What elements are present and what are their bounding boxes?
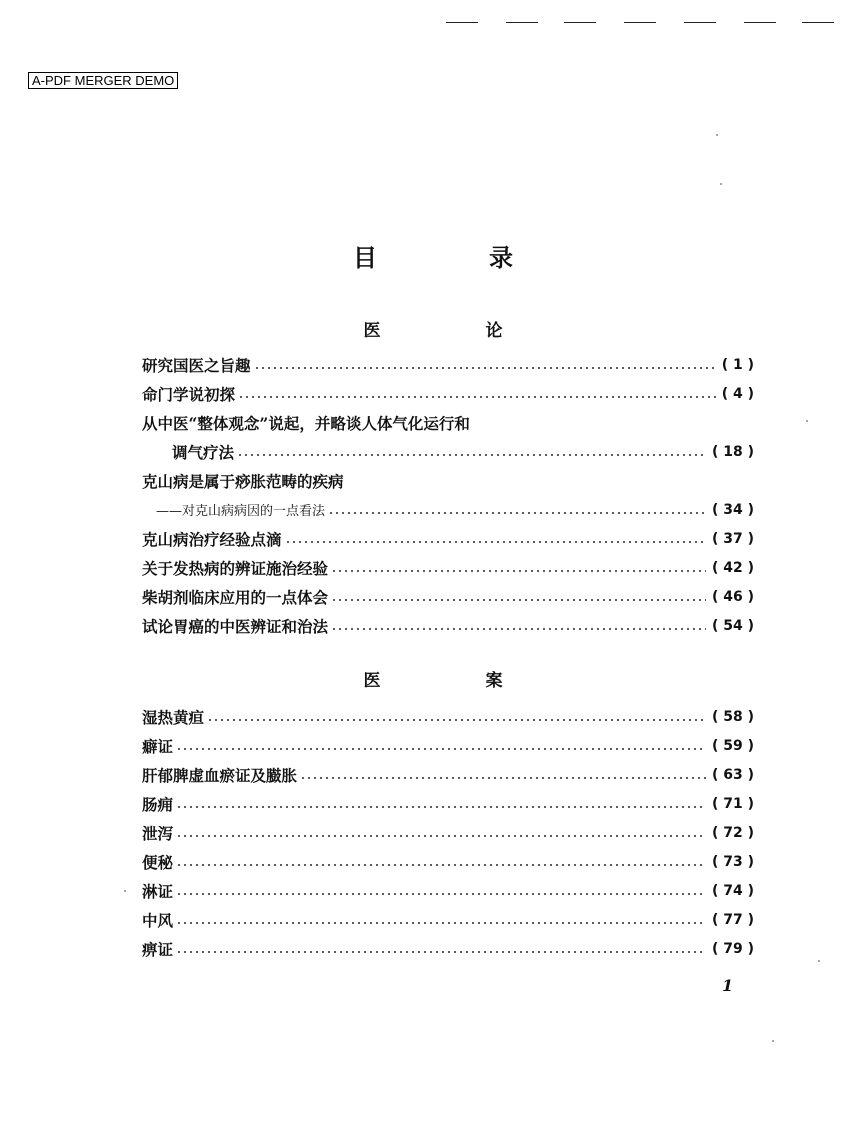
toc-entry-page: ( 79 ) bbox=[711, 940, 754, 957]
top-dash-rule bbox=[446, 22, 836, 30]
dot-leader bbox=[328, 512, 706, 514]
toc-entry[interactable] bbox=[142, 934, 754, 963]
toc-entry-subtitle[interactable] bbox=[142, 495, 754, 524]
dot-leader bbox=[331, 599, 706, 601]
dot-leader bbox=[176, 835, 706, 837]
scan-speck bbox=[716, 134, 718, 136]
toc-entry[interactable] bbox=[142, 818, 754, 847]
toc-entry[interactable] bbox=[142, 789, 754, 818]
toc-entry-label: 肠痈 bbox=[142, 794, 174, 814]
toc-entry[interactable] bbox=[142, 702, 754, 731]
toc-entry-label: 柴胡剂临床应用的一点体会 bbox=[142, 587, 329, 607]
toc-entry-label: 肝郁脾虚血瘀证及臌胀 bbox=[142, 765, 298, 785]
dot-leader bbox=[254, 367, 716, 369]
toc-entry[interactable] bbox=[142, 524, 754, 553]
dot-leader bbox=[300, 777, 706, 779]
toc-entry-page: ( 71 ) bbox=[711, 795, 754, 812]
toc-entry-page: ( 1 ) bbox=[721, 356, 754, 373]
toc-entry-label: 研究国医之旨趣 bbox=[142, 355, 251, 375]
dot-leader bbox=[207, 719, 706, 721]
toc-entry-label: 中风 bbox=[142, 910, 174, 930]
toc-entry-label: 痹证 bbox=[142, 939, 174, 959]
section-heading-yilun: 医 论 bbox=[363, 321, 547, 341]
toc-entry[interactable] bbox=[142, 553, 754, 582]
scan-speck bbox=[772, 1040, 774, 1042]
scan-speck bbox=[124, 890, 126, 892]
toc-entry[interactable] bbox=[142, 408, 754, 437]
toc-entry-page: ( 74 ) bbox=[711, 882, 754, 899]
toc-entry-label: ——对克山病病因的一点看法 bbox=[156, 504, 326, 519]
toc-entry-label: 关于发热病的辨证施治经验 bbox=[142, 558, 329, 578]
toc-entry-page: ( 46 ) bbox=[711, 588, 754, 605]
toc-entry[interactable] bbox=[142, 760, 754, 789]
toc-entry-page: ( 59 ) bbox=[711, 737, 754, 754]
toc-entry[interactable] bbox=[142, 876, 754, 905]
toc-entry-page: ( 37 ) bbox=[711, 530, 754, 547]
page-number: 1 bbox=[722, 976, 734, 995]
toc-entry-label: 泄泻 bbox=[142, 823, 174, 843]
toc-entry-label: 从中医“整体观念”说起，并略谈人体气化运行和 bbox=[142, 413, 470, 433]
dot-leader bbox=[176, 864, 706, 866]
toc-entry[interactable] bbox=[142, 350, 754, 379]
toc-entry-label: 湿热黄疸 bbox=[142, 707, 205, 727]
toc-entry-page: ( 18 ) bbox=[711, 443, 754, 460]
toc-list-yilun bbox=[142, 350, 754, 640]
dot-leader bbox=[176, 951, 706, 953]
toc-entry[interactable] bbox=[142, 847, 754, 876]
scan-speck bbox=[818, 960, 820, 962]
dot-leader bbox=[176, 748, 706, 750]
toc-entry-page: ( 63 ) bbox=[711, 766, 754, 783]
toc-entry-page: ( 58 ) bbox=[711, 708, 754, 725]
toc-entry-page: ( 42 ) bbox=[711, 559, 754, 576]
scan-speck bbox=[720, 183, 722, 185]
toc-entry-page: ( 73 ) bbox=[711, 853, 754, 870]
toc-entry-page: ( 54 ) bbox=[711, 617, 754, 634]
toc-entry[interactable] bbox=[142, 611, 754, 640]
toc-entry[interactable] bbox=[142, 437, 754, 466]
scan-speck bbox=[806, 420, 808, 422]
toc-entry-label: 克山病是属于痧胀范畴的疾病 bbox=[142, 471, 344, 491]
toc-entry-page: ( 77 ) bbox=[711, 911, 754, 928]
dot-leader bbox=[176, 893, 706, 895]
toc-entry[interactable] bbox=[142, 905, 754, 934]
dot-leader bbox=[331, 628, 706, 630]
toc-entry-page: ( 72 ) bbox=[711, 824, 754, 841]
dot-leader bbox=[285, 541, 706, 543]
page-title: 目 录 bbox=[353, 243, 557, 272]
toc-entry-label: 调气疗法 bbox=[172, 442, 235, 462]
toc-entry-label: 命门学说初探 bbox=[142, 384, 236, 404]
toc-entry-label: 淋证 bbox=[142, 881, 174, 901]
section-heading-yian: 医 案 bbox=[363, 671, 547, 691]
toc-entry-label: 癖证 bbox=[142, 736, 174, 756]
dot-leader bbox=[176, 806, 706, 808]
toc-entry-label: 试论胃癌的中医辨证和治法 bbox=[142, 616, 329, 636]
dot-leader bbox=[331, 570, 706, 572]
dot-leader bbox=[238, 396, 716, 398]
toc-entry[interactable] bbox=[142, 379, 754, 408]
toc-entry[interactable] bbox=[142, 466, 754, 495]
toc-list-yian bbox=[142, 702, 754, 963]
toc-entry[interactable] bbox=[142, 731, 754, 760]
toc-entry[interactable] bbox=[142, 582, 754, 611]
toc-entry-page: ( 34 ) bbox=[711, 501, 754, 518]
dot-leader bbox=[237, 454, 706, 456]
toc-entry-label: 便秘 bbox=[142, 852, 174, 872]
dot-leader bbox=[176, 922, 706, 924]
watermark-label: A-PDF MERGER DEMO bbox=[28, 72, 178, 89]
toc-entry-page: ( 4 ) bbox=[721, 385, 754, 402]
toc-entry-label: 克山病治疗经验点滴 bbox=[142, 529, 282, 549]
